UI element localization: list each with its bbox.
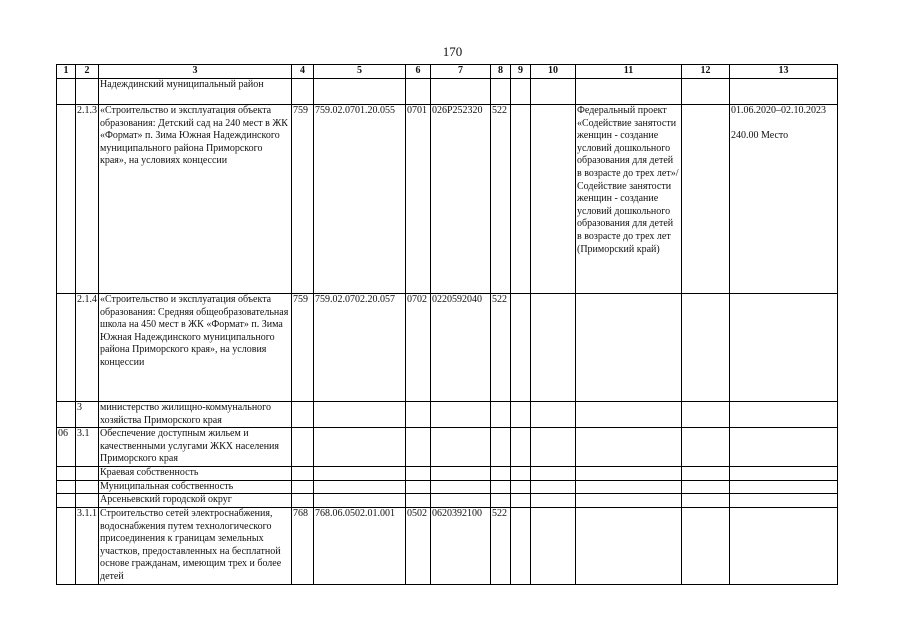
table-cell-c6: [406, 494, 431, 508]
table-cell-c5: 759.02.0701.20.055: [314, 105, 406, 294]
table-cell-c4: [292, 402, 314, 428]
table-cell-c9: [511, 480, 531, 494]
table-cell-c9: [511, 402, 531, 428]
table-cell-c2: 2.1.3: [76, 105, 99, 294]
table-row: [57, 507, 838, 584]
table-cell-c11: [576, 507, 682, 584]
table-cell-c5: [314, 494, 406, 508]
table-cell-c9: [511, 507, 531, 584]
table-cell-c12: [682, 494, 730, 508]
table-cell-c5: [314, 79, 406, 105]
implementation-period: 01.06.2020–02.10.2023: [731, 105, 826, 116]
cell-spacer: [731, 118, 836, 130]
table-cell-c12: [682, 294, 730, 402]
column-header: 4: [292, 65, 314, 79]
table-cell-c13: [730, 494, 838, 508]
table-cell-c2: 3: [76, 402, 99, 428]
table-cell-c3: Краевая собственность: [99, 467, 292, 481]
table-cell-c10: [531, 402, 576, 428]
table-cell-c5: 768.06.0502.01.001: [314, 507, 406, 584]
table-cell-c4: 768: [292, 507, 314, 584]
table-cell-c10: [531, 480, 576, 494]
table-cell-c7: [431, 494, 491, 508]
column-header: 8: [491, 65, 511, 79]
table-row: [57, 105, 838, 294]
column-header: 10: [531, 65, 576, 79]
table-cell-c12: [682, 428, 730, 467]
table-cell-c11: Федеральный проект «Содействие занятости женщин - создание условий дошкольного образования для детей в возрасте до трех лет»/Содействие занятости женщин - создание условий дошкольного образования для детей в возрасте до трех лет (Приморский край): [576, 105, 682, 294]
table-cell-c6: 0702: [406, 294, 431, 402]
table-cell-c6: [406, 467, 431, 481]
table-cell-c8: 522: [491, 105, 511, 294]
table-cell-c4: [292, 79, 314, 105]
table-cell-c12: [682, 507, 730, 584]
table-cell-c6: [406, 402, 431, 428]
table-cell-c5: [314, 402, 406, 428]
table-cell-c9: [511, 467, 531, 481]
table-cell-c1: [57, 467, 76, 481]
page-number: 170: [442, 44, 463, 59]
table-cell-c3: Муниципальная собственность: [99, 480, 292, 494]
table-cell-c6: [406, 79, 431, 105]
table-cell-c9: [511, 494, 531, 508]
table-cell-c3: Строительство сетей электроснабжения, водоснабжения путем технологического присоединения к границам земельных участков, предоставленных на бесплатной основе гражданам, имеющим трех и более детей: [99, 507, 292, 584]
table-cell-c11: [576, 294, 682, 402]
table-cell-c1: [57, 105, 76, 294]
table-cell-c5: [314, 428, 406, 467]
column-header: 7: [431, 65, 491, 79]
table-cell-c13: [730, 105, 838, 294]
table-cell-c12: [682, 105, 730, 294]
table-cell-c12: [682, 480, 730, 494]
table-cell-c5: 759.02.0702.20.057: [314, 294, 406, 402]
table-cell-c12: [682, 467, 730, 481]
table-cell-c11: [576, 494, 682, 508]
capacity-value: 240.00 Место: [731, 129, 789, 141]
table-cell-c4: 759: [292, 294, 314, 402]
table-row: [57, 402, 838, 428]
table-cell-c6: [406, 428, 431, 467]
table-cell-c1: 06: [57, 428, 76, 467]
table-cell-c7: 0620392100: [431, 507, 491, 584]
table-row: [57, 467, 838, 481]
table-cell-c1: [57, 402, 76, 428]
table-cell-c4: [292, 494, 314, 508]
table-cell-c1: [57, 294, 76, 402]
table-cell-c2: 2.1.4: [76, 294, 99, 402]
column-header: 12: [682, 65, 730, 79]
table-cell-c13: [730, 294, 838, 402]
table-cell-c7: [431, 480, 491, 494]
column-header: 1: [57, 65, 76, 79]
table-cell-c9: [511, 79, 531, 105]
table-row: [57, 428, 838, 467]
table-cell-c9: [511, 428, 531, 467]
table-cell-c7: 026P252320: [431, 105, 491, 294]
table-cell-c1: [57, 79, 76, 105]
header-row: [57, 65, 838, 79]
table-cell-c10: [531, 105, 576, 294]
table-cell-c1: [57, 507, 76, 584]
table-cell-c9: [511, 105, 531, 294]
table-cell-c2: [76, 79, 99, 105]
table-cell-c10: [531, 294, 576, 402]
table-cell-c3: Обеспечение доступным жильем и качественными услугами ЖКХ населения Приморского края: [99, 428, 292, 467]
column-header: 6: [406, 65, 431, 79]
table-cell-c8: [491, 402, 511, 428]
table-cell-c6: 0502: [406, 507, 431, 584]
table-cell-c12: [682, 79, 730, 105]
table-cell-c10: [531, 79, 576, 105]
table-cell-c10: [531, 494, 576, 508]
table-cell-c9: [511, 294, 531, 402]
column-header: 9: [511, 65, 531, 79]
table-cell-c3: «Строительство и эксплуатация объекта образования: Детский сад на 240 мест в ЖК «Формат» п. Зима Южная Надеждинского муниципального района Приморского края», на условиях концессии: [99, 105, 292, 294]
table-cell-c7: [431, 467, 491, 481]
table-cell-c7: 0220592040: [431, 294, 491, 402]
column-header: 2: [76, 65, 99, 79]
table-cell-c13: [730, 428, 838, 467]
table-cell-c3: Надеждинский муниципальный район: [99, 79, 292, 105]
table-cell-c11: [576, 402, 682, 428]
table-cell-c7: [431, 428, 491, 467]
table-cell-c11: [576, 467, 682, 481]
table-cell-c2: [76, 467, 99, 481]
table-row: [57, 480, 838, 494]
table-cell-c3: Арсеньевский городской округ: [99, 494, 292, 508]
table-cell-c8: [491, 428, 511, 467]
table-cell-c10: [531, 467, 576, 481]
table-cell-c8: 522: [491, 294, 511, 402]
table-cell-c13: [730, 480, 838, 494]
table-cell-c2: 3.1: [76, 428, 99, 467]
column-header: 5: [314, 65, 406, 79]
table-cell-c11: [576, 428, 682, 467]
table-cell-c8: [491, 494, 511, 508]
table-cell-c4: 759: [292, 105, 314, 294]
table-cell-c1: [57, 494, 76, 508]
table-row: [57, 79, 838, 105]
table-cell-c8: 522: [491, 507, 511, 584]
table-cell-c4: [292, 467, 314, 481]
table-cell-c7: [431, 79, 491, 105]
table-cell-c1: [57, 480, 76, 494]
table-cell-c13: [730, 402, 838, 428]
table-cell-c13: [730, 467, 838, 481]
table-cell-c2: [76, 494, 99, 508]
table-cell-c4: [292, 428, 314, 467]
table-cell-c2: [76, 480, 99, 494]
table-cell-c13: [730, 79, 838, 105]
table-cell-c10: [531, 428, 576, 467]
table-cell-c3: «Строительство и эксплуатация объекта образования: Средняя общеобразовательная школа на 450 мест в ЖК «Формат» п. Зима Южная Надеждинского муниципального района Приморского края», на условия концессии: [99, 294, 292, 402]
column-header: 13: [730, 65, 838, 79]
table-cell-c8: [491, 79, 511, 105]
table-cell-c4: [292, 480, 314, 494]
table-row: [57, 294, 838, 402]
table-cell-c11: [576, 79, 682, 105]
table-cell-c3: министерство жилищно-коммунального хозяйства Приморского края: [99, 402, 292, 428]
table-cell-c5: [314, 467, 406, 481]
table-row: [57, 494, 838, 508]
table-cell-c11: [576, 480, 682, 494]
table-cell-c10: [531, 507, 576, 584]
budget-table: [56, 64, 838, 585]
table-cell-c12: [682, 402, 730, 428]
table-cell-c5: [314, 480, 406, 494]
table-cell-c13: [730, 507, 838, 584]
table-cell-c7: [431, 402, 491, 428]
column-header: 11: [576, 65, 682, 79]
table-cell-c8: [491, 467, 511, 481]
table-cell-c6: 0701: [406, 105, 431, 294]
column-header: 3: [99, 65, 292, 79]
table-cell-c2: 3.1.1: [76, 507, 99, 584]
table-cell-c8: [491, 480, 511, 494]
table-cell-c6: [406, 480, 431, 494]
